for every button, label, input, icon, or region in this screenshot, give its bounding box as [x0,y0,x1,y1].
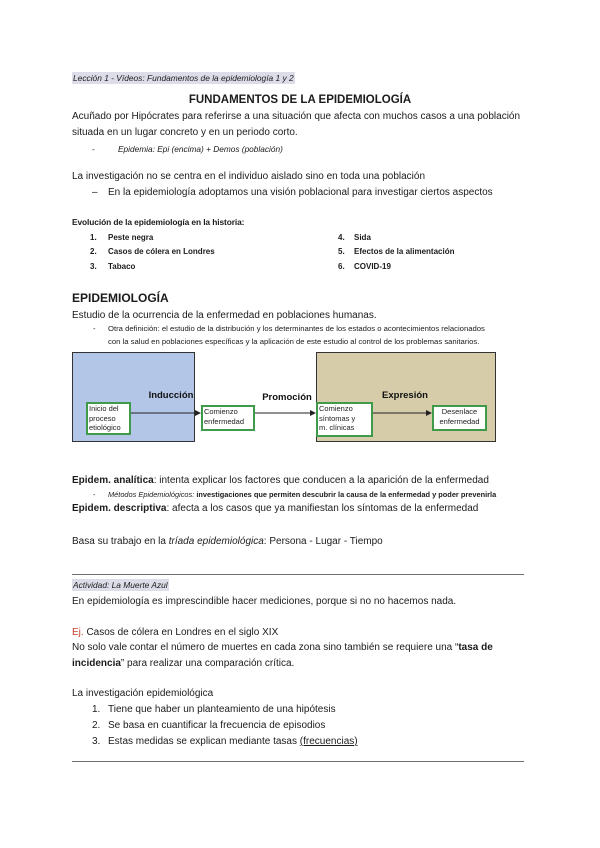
activity-label: Actividad: La Muerte Azul [73,580,168,590]
explanation-key-term: tasa de [458,642,493,653]
list-item: Peste negra [108,233,154,242]
alt-definition-line: con la salud en poblaciones específicas y la aplicación de este estudio al control de los problemas sanitarios. [108,337,480,346]
explanation-text: No solo vale contar el número de muertes en cada zona sino también se requiere una “ [72,642,459,653]
list-item-note: (frecuencias) [299,736,358,747]
intro-line: Acuñado por Hipócrates para referirse a una situación que afecta con muchos casos a una población [72,111,521,122]
explanation-text: ” para realizar una comparación crítica. [120,658,295,669]
term-description: : intenta explicar los factores que conducen a la aparición de la enfermedad [153,475,489,486]
milestone-text: proceso [89,413,116,423]
lesson-reference: Lección 1 - Vídeos: Fundamentos de la epidemiología 1 y 2 [73,73,294,83]
list-number: 1. [92,704,101,715]
milestone-text: m. clínicas [319,423,355,432]
example-title: Casos de cólera en Londres en el siglo XIX [86,627,279,638]
section-divider [72,574,524,575]
list-item: Tiene que haber un planteamiento de una hipótesis [108,704,336,715]
triad-term: tríada epidemiológica [168,536,264,547]
milestone-disease-onset [201,405,255,431]
list-number: 3. [90,262,97,271]
example-tag: Ej. [72,627,84,638]
milestone-text: etiológico [89,423,121,432]
epidemiological-methods [108,490,496,500]
disease-natural-history-diagram [72,352,497,443]
phase-label-expression: Expresión [382,390,428,401]
milestone-symptom-onset [316,402,373,437]
definition: Estudio de la ocurrencia de la enfermedad en poblaciones humanas. [72,310,377,321]
triad-prefix: Basa su trabajo en la [72,536,166,547]
section-divider [72,761,524,762]
list-item-text: Estas medidas se explican mediante tasas [108,736,297,747]
list-number: 6. [338,262,345,271]
page-title: FUNDAMENTOS DE LA EPIDEMIOLOGÍA [188,94,412,106]
bullet-marker: - [93,490,96,499]
list-item: COVID-19 [354,262,391,271]
term: Epidem. descriptiva [72,503,167,514]
epidemiological-triad [72,535,383,549]
intro-line: situada en un lugar concreto y en un periodo corto. [72,127,298,138]
list-number: 2. [90,247,97,256]
list-number: 2. [92,720,101,731]
bullet-marker: - [93,324,96,333]
alt-definition-line: Otra definición: el estudio de la distribución y los determinantes de los estados o acontecimientos relacionados [108,324,485,333]
milestone-text: Comienzo [204,407,238,416]
phase-label-promotion: Promoción [262,392,312,403]
list-number: 5. [338,247,345,256]
example-heading [72,626,278,640]
section-heading: EPIDEMIOLOGÍA [72,291,169,305]
term-description: investigaciones que permiten descubrir la causa de la enfermedad y poder prevenirla [196,490,497,499]
list-item: Se basa en cuantificar la frecuencia de episodios [108,720,326,731]
milestone-text: Comienzo [319,404,353,413]
explanation-key-term: incidencia [72,658,121,669]
population-statement: La investigación no se centra en el individuo aislado sino en toda una población [72,171,426,182]
list-number: 1. [90,233,97,242]
research-heading: La investigación epidemiológica [72,688,214,699]
milestone-text: enfermedad [439,416,480,426]
milestone-text: Desenlace [441,407,478,416]
term: Epidem. analítica [72,475,154,486]
list-item: Sida [354,233,371,242]
milestone-text: Inicio del [89,404,119,413]
list-number: 3. [92,736,101,747]
milestone-text: síntomas y [319,413,356,423]
descriptive-epidemiology [72,502,478,516]
list-item: Casos de cólera en Londres [108,247,215,256]
milestone-etiologic-start [86,402,131,435]
list-item [108,735,358,749]
analytic-epidemiology [72,474,489,488]
list-item: Efectos de la alimentación [354,247,455,256]
triad-suffix: : Persona - Lugar - Tiempo [263,536,383,547]
history-heading: Evolución de la epidemiología en la historia: [72,217,245,227]
bullet-marker: - [92,144,95,154]
list-number: 4. [338,233,345,242]
activity-statement: En epidemiología es imprescindible hacer mediciones, porque si no no hacemos nada. [72,596,457,607]
etymology-note: Epidemia: Epi (encima) + Demos (población) [118,144,283,154]
population-point: En la epidemiología adoptamos una visión poblacional para investigar ciertos aspectos [108,187,493,198]
milestone-text: enfermedad [204,416,245,426]
example-explanation-line [72,657,294,671]
phase-label-induction: Inducción [148,390,194,401]
milestone-outcome [432,405,487,431]
term: Métodos Epidemiológicos: [108,490,195,499]
list-item: Tabaco [108,262,136,271]
bullet-marker: – [92,187,98,198]
term-description: : afecta a los casos que ya manifiestan los síntomas de la enfermedad [166,503,479,514]
example-explanation-line [72,641,493,655]
